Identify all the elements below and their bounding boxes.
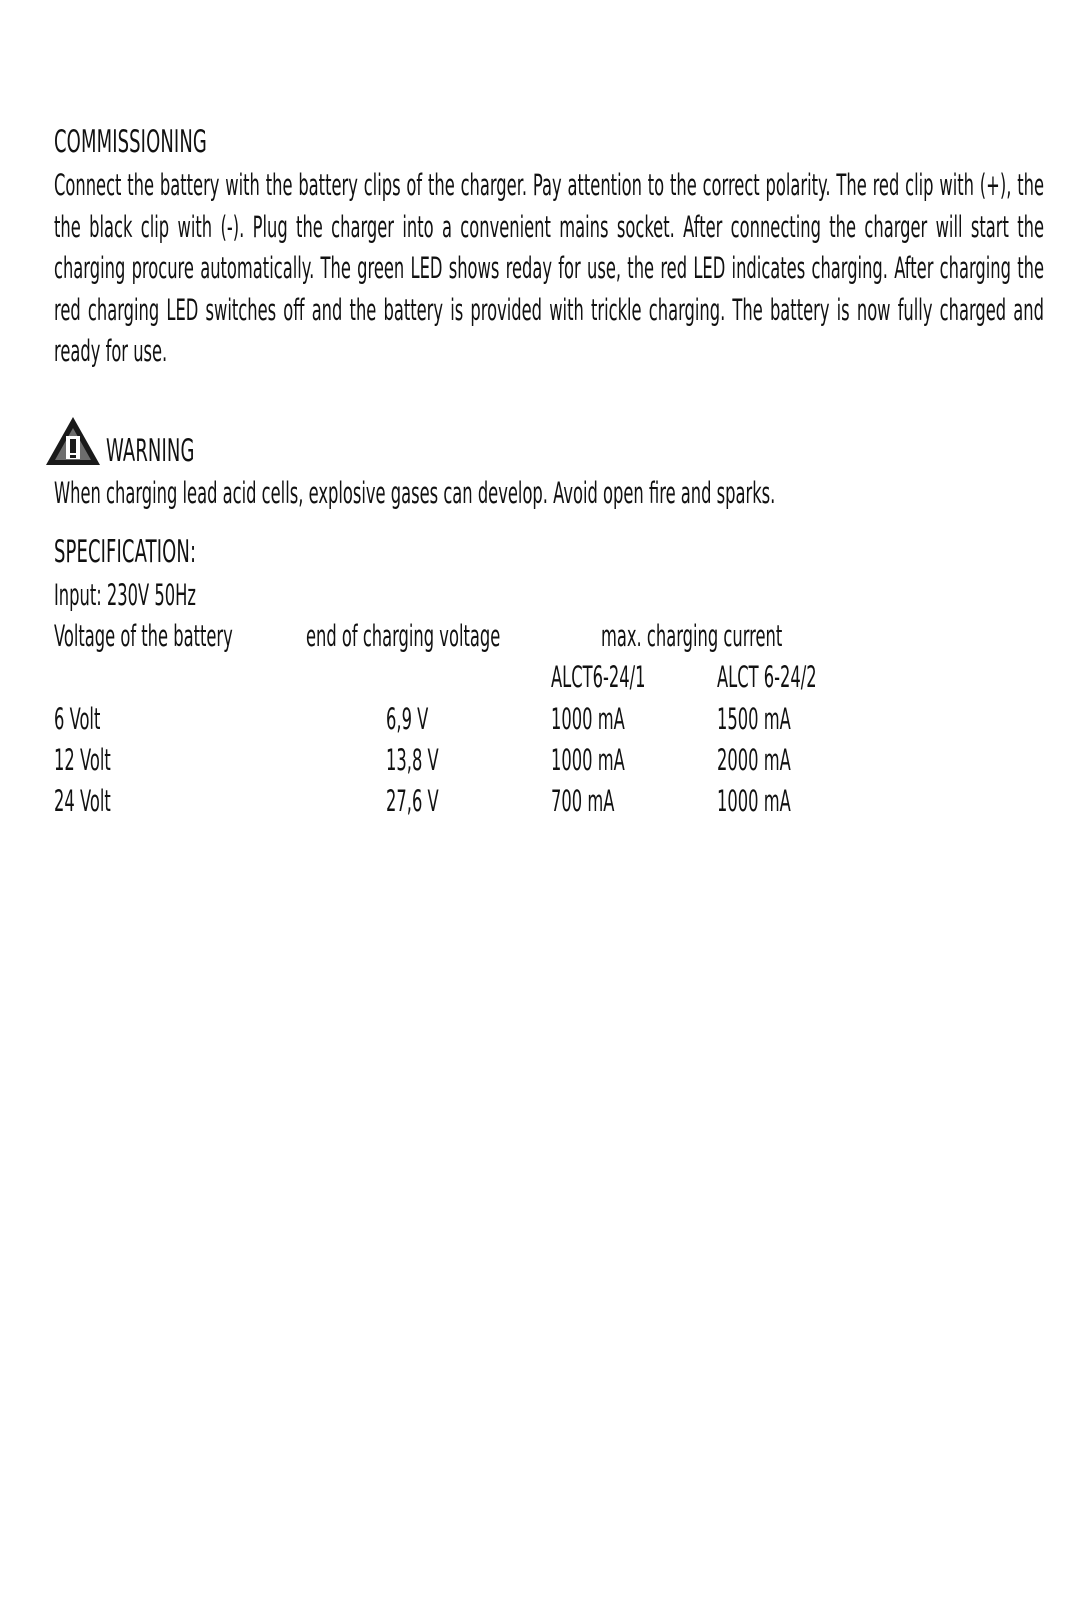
header-max-current: max. charging current [601, 619, 783, 653]
specification-heading: SPECIFICATION: [54, 534, 197, 570]
cell-voltage: 6 Volt [54, 702, 101, 736]
cell-end-voltage: 6,9 V [386, 702, 429, 736]
header-end-voltage: end of charging voltage [306, 619, 501, 653]
cell-end-voltage: 13,8 V [386, 743, 439, 777]
cell-model-1: 1000 mA [551, 702, 625, 736]
commissioning-text: Connect the battery with the battery clips of the charger. Pay attention to the correct polarity. The red clip with (+), the the black clip with (-). Plug the charger into a convenient mains socket. After connecting the charger will start the charging procure automatically. The green LED shows reday for use, the red LED indicates charging. After charging the red charging LED switches off and the battery is provided with trickle charging. The battery is now fully charged and ready for use. [54, 168, 1044, 369]
commissioning-heading: COMMISSIONING [54, 124, 207, 160]
cell-model-1: 700 mA [551, 784, 615, 818]
header-model-1: ALCT6-24/1 [551, 660, 646, 694]
header-voltage: Voltage of the battery [54, 619, 233, 653]
cell-model-2: 1500 mA [717, 702, 791, 736]
input-spec: Input: 230V 50Hz [54, 578, 196, 612]
cell-end-voltage: 27,6 V [386, 784, 439, 818]
warning-triangle-icon [44, 414, 102, 468]
cell-model-1: 1000 mA [551, 743, 625, 777]
cell-model-2: 2000 mA [717, 743, 791, 777]
cell-voltage: 24 Volt [54, 784, 111, 818]
cell-voltage: 12 Volt [54, 743, 111, 777]
warning-text: When charging lead acid cells, explosive gases can develop. Avoid open fire and sparks. [54, 476, 776, 510]
cell-model-2: 1000 mA [717, 784, 791, 818]
warning-heading: WARNING [106, 433, 195, 469]
header-model-2: ALCT 6-24/2 [717, 660, 817, 694]
